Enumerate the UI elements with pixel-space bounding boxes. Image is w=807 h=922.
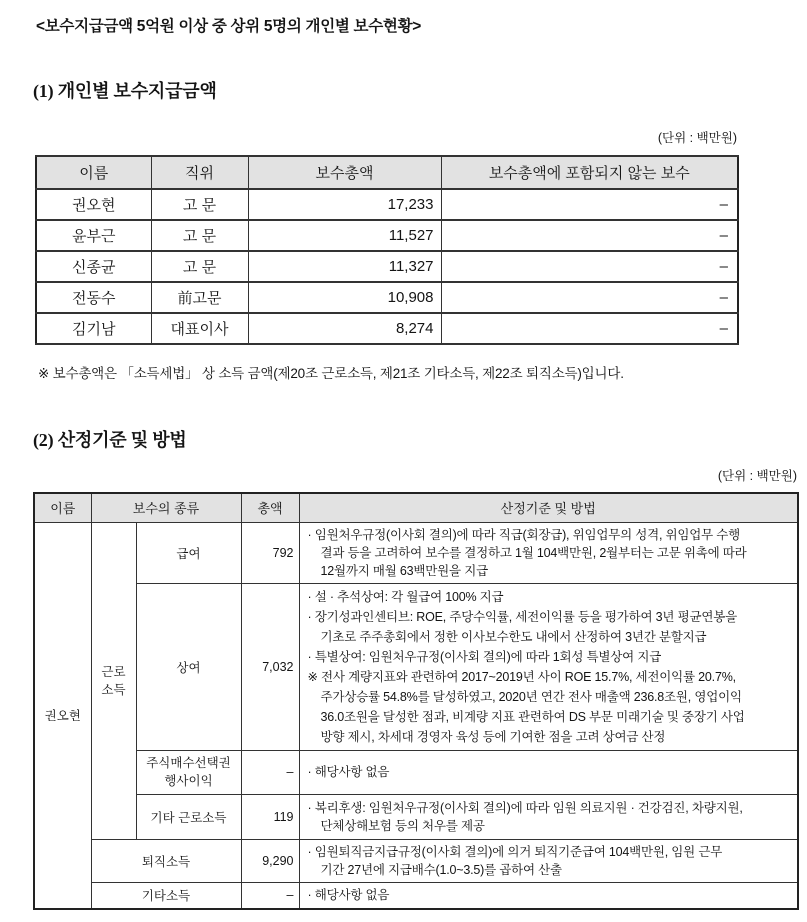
table-row: [36, 189, 738, 220]
amount-cell: 119: [241, 794, 299, 839]
total-cell: 10,908: [248, 282, 441, 313]
section2-heading: (2) 산정기준 및 방법: [33, 430, 187, 450]
excluded-cell: –: [441, 189, 738, 220]
table1-header-total: 보수총액: [248, 156, 441, 189]
category-cell: 기타소득: [91, 882, 241, 909]
method-cell: · 해당사항 없음: [299, 750, 798, 794]
row-other-income: [34, 882, 798, 909]
method-cell: · 해당사항 없음: [299, 882, 798, 909]
section2-unit-label: (단위 : 백만원): [717, 469, 797, 483]
row-stock-option: [34, 750, 798, 794]
name-cell: 김기남: [36, 313, 151, 344]
table2-header-row: [34, 493, 798, 522]
excluded-cell: –: [441, 220, 738, 251]
table2-header-pay-type: 보수의 종류: [91, 493, 241, 522]
category-cell: 기타 근로소득: [136, 794, 241, 839]
table-row: [36, 220, 738, 251]
method-cell: · 임원퇴직금지급규정(이사회 결의)에 의거 퇴직기준급여 104백만원, 임원 근무 기간 27년에 지급배수(1.0~3.5)를 곱하여 산출: [299, 839, 798, 882]
table1-header-excluded: 보수총액에 포함되지 않는 보수: [441, 156, 738, 189]
table2-header-name: 이름: [34, 493, 91, 522]
person-name-cell: 권오현: [34, 522, 91, 909]
calculation-criteria-table: [33, 492, 799, 910]
individual-compensation-table: [35, 155, 739, 345]
row-retirement-income: [34, 839, 798, 882]
table-row: [36, 282, 738, 313]
amount-cell: –: [241, 750, 299, 794]
section1-heading: (1) 개인별 보수지급금액: [33, 81, 217, 101]
name-cell: 신종균: [36, 251, 151, 282]
method-cell: · 설 · 추석상여: 각 월급여 100% 지급 · 장기성과인센티브: ROE, 주당수익률, 세전이익률 등을 평가하여 3년 평균연봉을 기초로 주주총회에서 정한 이사보수한도 내에서 산정하여 3년간 분할지급 · 특별상여: 임원처우규정(이사회 결의)에 따라 1회성 특별상여 지급 ※ 전사 계량지표와 관련하여 2017~2019년 사이 ROE 15.7%, 세전이익률 20.7%, 주가상승률 54.8%를 달성하였고, 2020년 연간 전사 매출액 236.8조원, 영업이익 36.0조원을 달성한 점과, 비계량 지표 관련하여 DS 부문 미래기술 및 중장기 사업 방향 제시, 차세대 경영자 육성 등에 기여한 점을 고려 상여금 산정: [299, 583, 798, 750]
total-cell: 11,527: [248, 220, 441, 251]
page-title: <보수지급금액 5억원 이상 중 상위 5명의 개인별 보수현황>: [36, 18, 421, 35]
excluded-cell: –: [441, 313, 738, 344]
category-cell: 상여: [136, 583, 241, 750]
earned-income-group-cell: 근로 소득: [91, 522, 136, 839]
table-row: [36, 251, 738, 282]
category-cell: 급여: [136, 522, 241, 583]
table1-footnote: ※ 보수총액은 「소득세법」 상 소득 금액(제20조 근로소득, 제21조 기타소득, 제22조 퇴직소득)입니다.: [38, 366, 624, 381]
excluded-cell: –: [441, 282, 738, 313]
table1-header-row: [36, 156, 738, 189]
section1-unit-label: (단위 : 백만원): [657, 131, 737, 145]
method-cell: · 임원처우규정(이사회 결의)에 따라 직급(회장급), 위임업무의 성격, 위임업무 수행 결과 등을 고려하여 보수를 결정하고 1월 104백만원, 2월부터는 고문 위촉에 따라 12월까지 매월 63백만원을 지급: [299, 522, 798, 583]
total-cell: 11,327: [248, 251, 441, 282]
category-cell: 퇴직소득: [91, 839, 241, 882]
row-bonus: [34, 583, 798, 750]
amount-cell: 792: [241, 522, 299, 583]
table2-header-amount: 총액: [241, 493, 299, 522]
name-cell: 전동수: [36, 282, 151, 313]
position-cell: 고 문: [151, 220, 248, 251]
position-cell: 고 문: [151, 189, 248, 220]
position-cell: 고 문: [151, 251, 248, 282]
position-cell: 대표이사: [151, 313, 248, 344]
row-salary: [34, 522, 798, 583]
table1-header-name: 이름: [36, 156, 151, 189]
category-cell: 주식매수선택권 행사이익: [136, 750, 241, 794]
amount-cell: 9,290: [241, 839, 299, 882]
method-cell: · 복리후생: 임원처우규정(이사회 결의)에 따라 임원 의료지원 · 건강검진, 차량지원, 단체상해보험 등의 처우를 제공: [299, 794, 798, 839]
amount-cell: –: [241, 882, 299, 909]
amount-cell: 7,032: [241, 583, 299, 750]
table2-header-method: 산정기준 및 방법: [299, 493, 798, 522]
total-cell: 17,233: [248, 189, 441, 220]
table-row: [36, 313, 738, 344]
name-cell: 권오현: [36, 189, 151, 220]
total-cell: 8,274: [248, 313, 441, 344]
row-other-earned-income: [34, 794, 798, 839]
name-cell: 윤부근: [36, 220, 151, 251]
table1-header-position: 직위: [151, 156, 248, 189]
excluded-cell: –: [441, 251, 738, 282]
position-cell: 前고문: [151, 282, 248, 313]
